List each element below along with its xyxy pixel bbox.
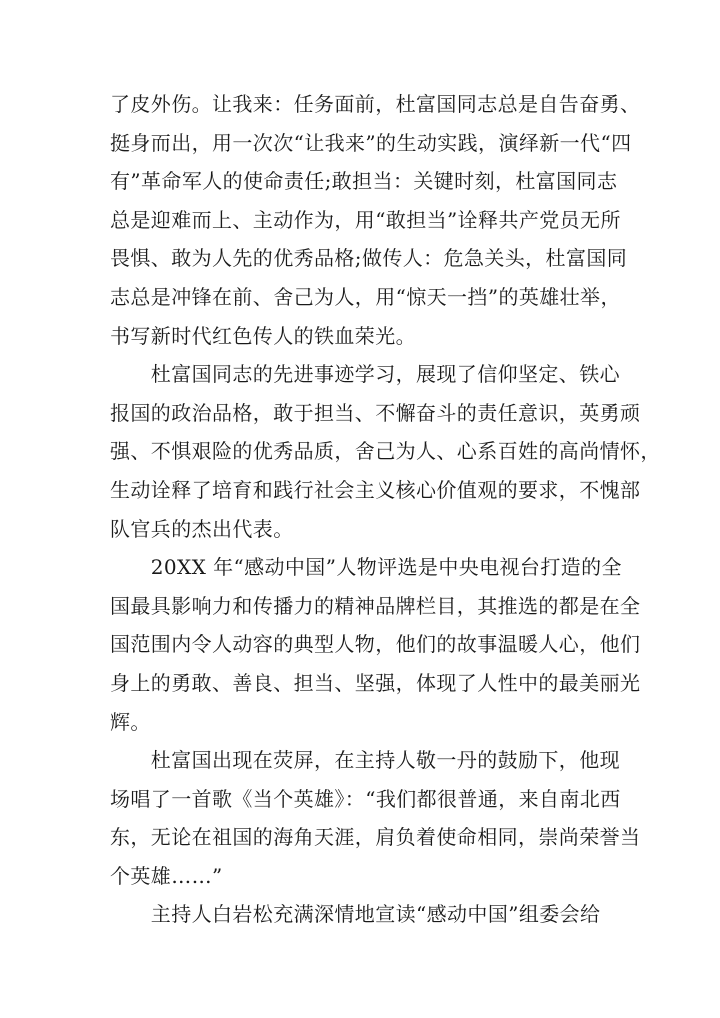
text-line: 东，无论在祖国的海角天涯，肩负着使命相同，崇尚荣誉当 — [110, 825, 641, 850]
text-line: 20XX 年“感动中国”人物评选是中央电视台打造的全 — [110, 555, 622, 580]
paragraph — [110, 355, 661, 548]
text-line: 场唱了一首歌《当个英雄》：“我们都很普通，来自南北西 — [110, 786, 621, 811]
text-line: 报国的政治品格，敢于担当、不懈奋斗的责任意识，英勇顽 — [110, 400, 641, 425]
text-line: 队官兵的杰出代表。 — [110, 516, 294, 541]
paragraph — [110, 548, 641, 741]
text-line: 个英雄……” — [110, 863, 223, 888]
text-line: 生动诠释了培育和践行社会主义核心价值观的要求，不愧部 — [110, 477, 641, 502]
text-line: 主持人白岩松充满深情地宣读“感动中国”组委会给 — [110, 902, 601, 927]
text-line: 国范围内令人动容的典型人物，他们的故事温暖人心，他们 — [110, 632, 641, 657]
text-line: 强、不惧艰险的优秀品质，舍己为人、心系百姓的高尚情怀， — [110, 439, 661, 464]
text-line: 总是迎难而上、主动作为，用“敢担当”诠释共产党员无所 — [110, 207, 621, 232]
text-line: 书写新时代红色传人的铁血荣光。 — [110, 323, 416, 348]
text-line: 志总是冲锋在前、舍己为人，用“惊天一挡”的英雄壮举， — [110, 284, 621, 309]
text-line: 有”革命军人的使命责任;敢担当：关键时刻，杜富国同志 — [110, 169, 618, 194]
text-line: 了皮外伤。让我来：任务面前，杜富国同志总是自告奋勇、 — [110, 92, 641, 116]
text-line: 畏惧、敢为人先的优秀品格;做传人：危急关头，杜富国同 — [110, 246, 628, 271]
paragraph — [110, 741, 641, 895]
paragraph — [110, 85, 641, 355]
text-line: 挺身而出，用一次次“让我来”的生动实践，演绎新一代“四 — [110, 130, 632, 155]
text-line: 杜富国出现在荧屏，在主持人敬一丹的鼓励下，他现 — [110, 748, 620, 773]
document-page — [110, 85, 661, 934]
text-line: 辉。 — [110, 709, 151, 734]
text-line: 身上的勇敢、善良、担当、坚强，体现了人性中的最美丽光 — [110, 670, 641, 695]
paragraph — [110, 895, 635, 934]
text-line: 国最具影响力和传播力的精神品牌栏目，其推选的都是在全 — [110, 593, 641, 618]
text-line: 杜富国同志的先进事迹学习，展现了信仰坚定、铁心 — [110, 362, 620, 387]
